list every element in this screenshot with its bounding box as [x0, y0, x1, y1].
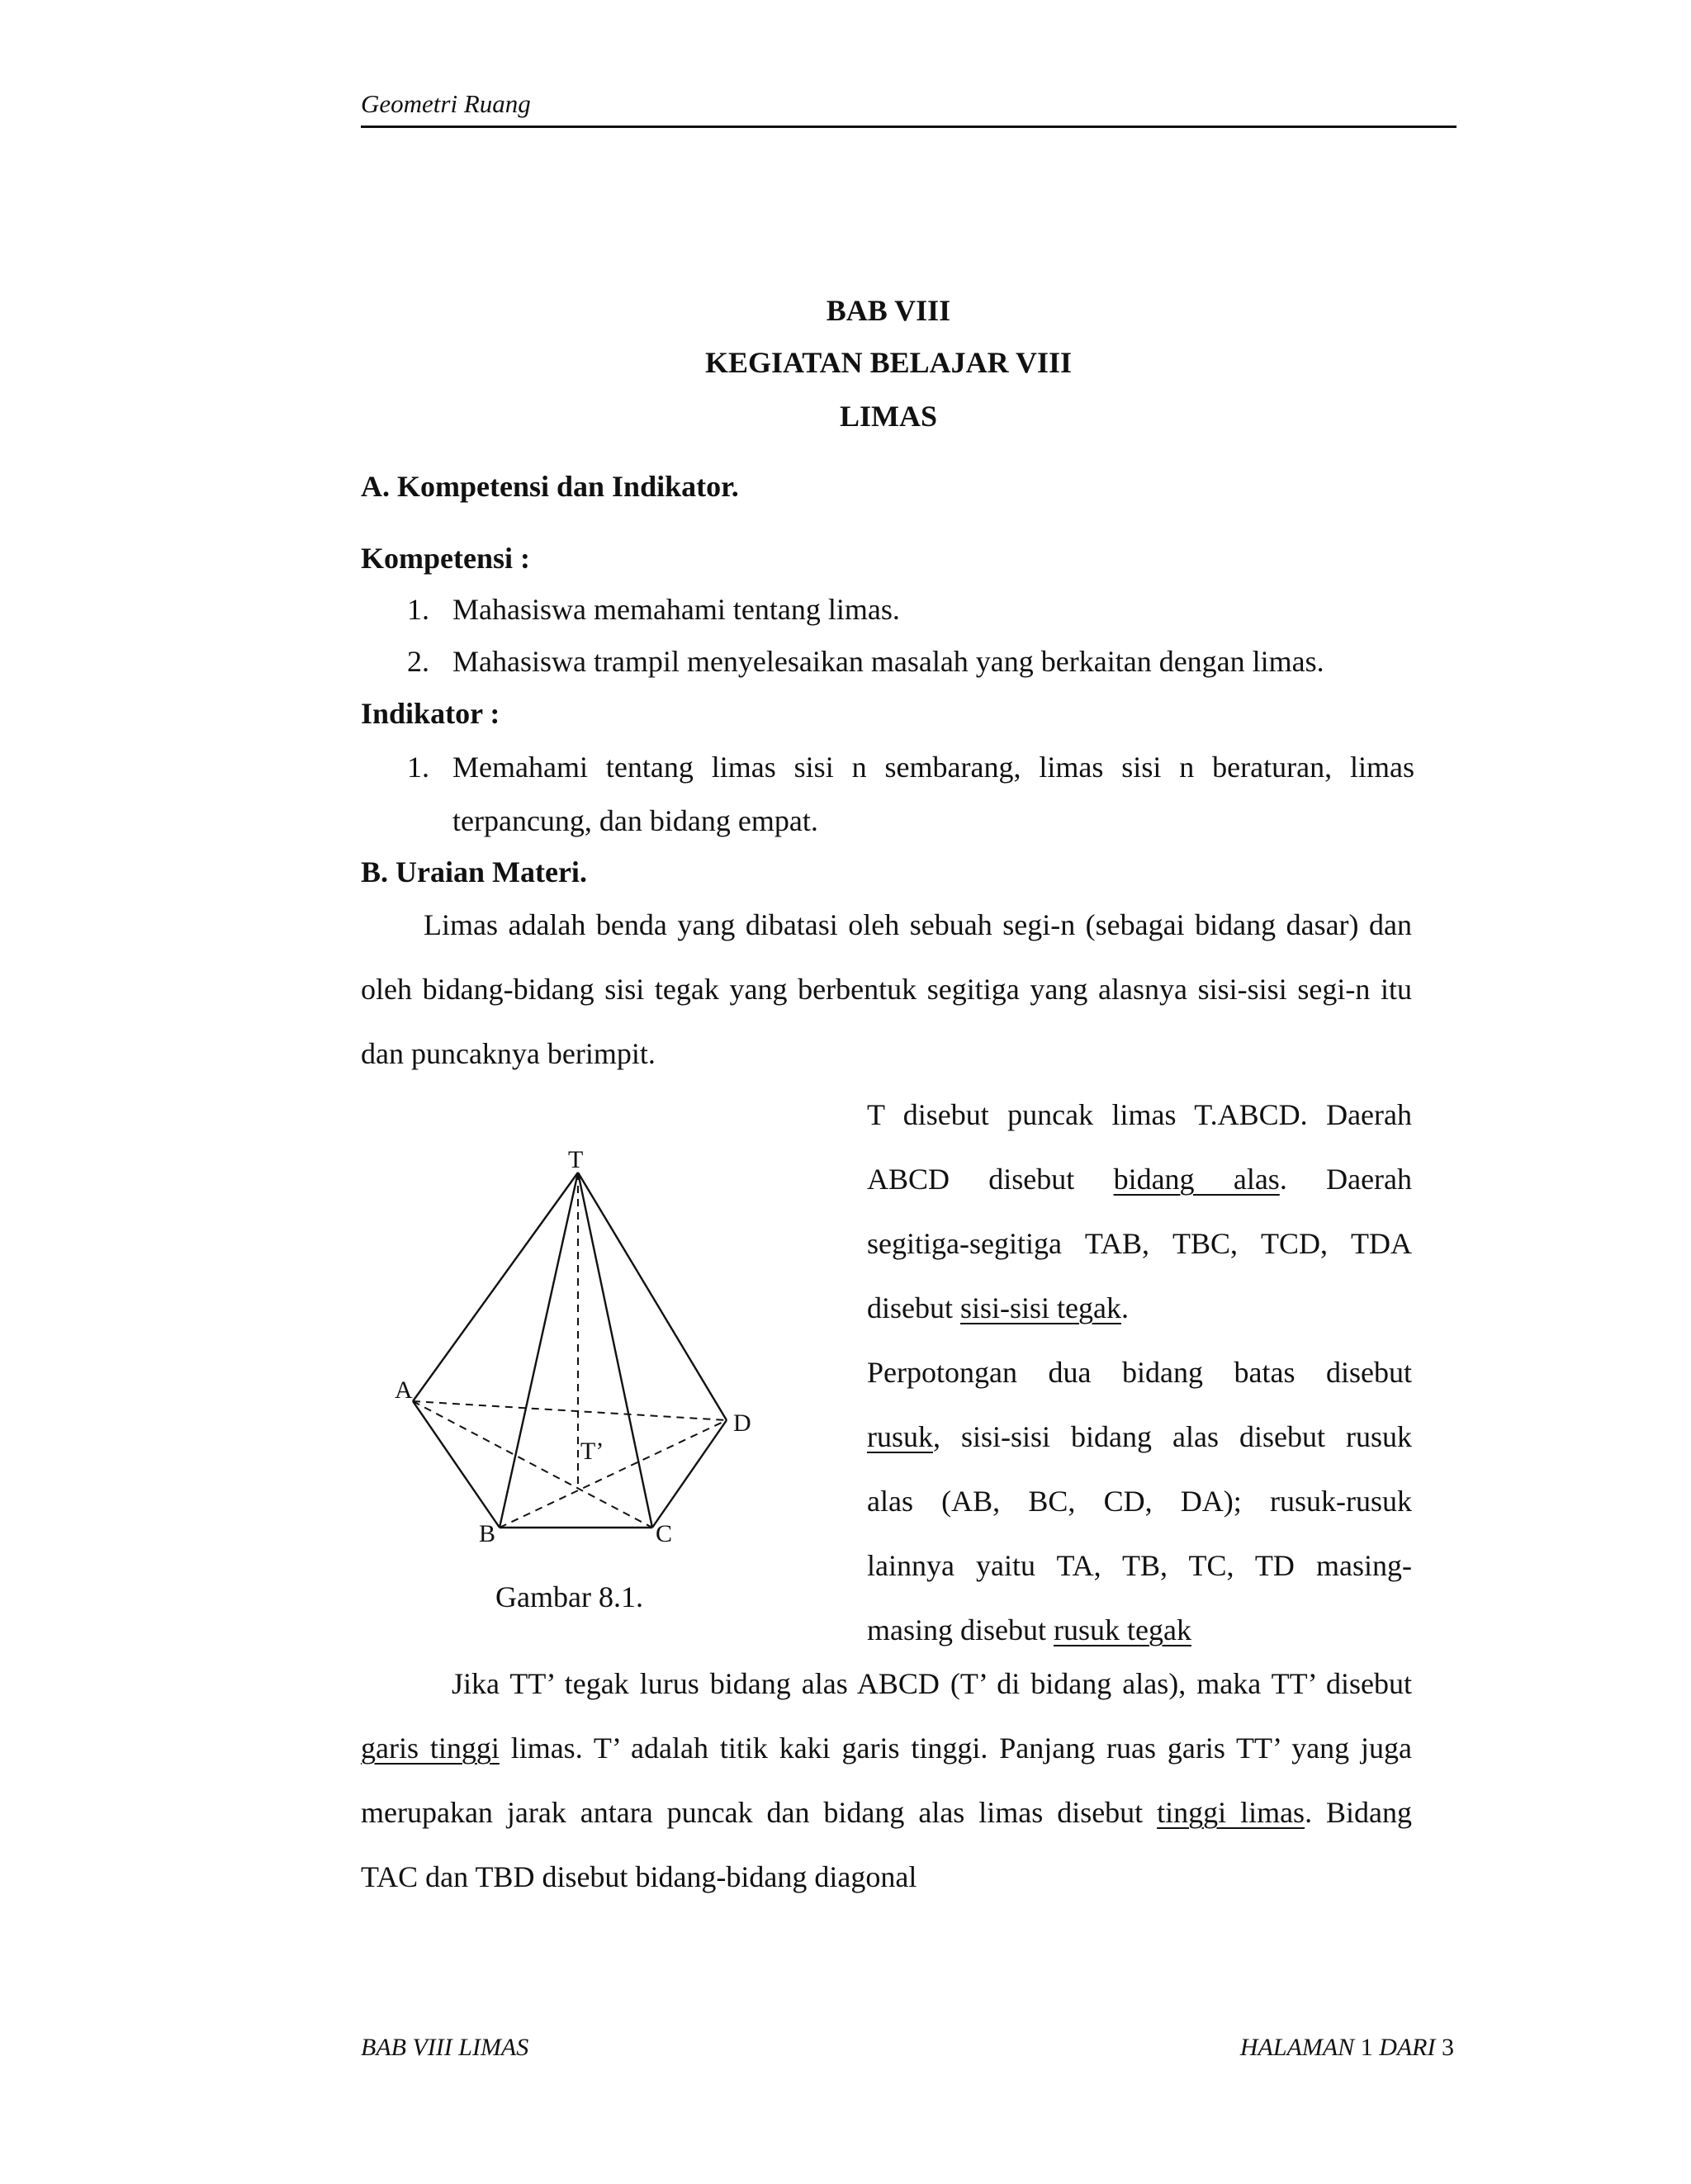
label-t: T [568, 1146, 584, 1173]
page-total: 3 [1442, 2034, 1454, 2061]
label-d: D [733, 1409, 751, 1437]
list-number: 1. [407, 751, 429, 784]
rc-line-3: segitiga-segitiga TAB, TBC, TCD, TDA [867, 1227, 1412, 1260]
intro-line-3: dan puncaknya berimpit. [361, 1037, 656, 1070]
intro-paragraph [361, 893, 1412, 1086]
diagonal-ac [413, 1401, 652, 1528]
list-text: Mahasiswa memahami tentang limas. [452, 593, 900, 626]
running-header: Geometri Ruang [361, 89, 531, 118]
edge-td [578, 1173, 727, 1420]
list-text-line2: terpancung, dan bidang empat. [452, 804, 818, 837]
list-text: Mahasiswa trampil menyelesaikan masalah yang berkaitan dengan limas. [452, 645, 1324, 678]
indikator-item [407, 750, 1414, 841]
closing-line-3: merupakan jarak antara puncak dan bidang alas limas disebut tinggi limas. Bidang [361, 1796, 1413, 1829]
rc-line-7: alas (AB, BC, CD, DA); rusuk-rusuk [867, 1485, 1412, 1518]
rc-line-5: Perpotongan dua bidang batas disebut [867, 1356, 1412, 1389]
kompetensi-item [407, 592, 1480, 628]
label-c: C [656, 1520, 673, 1547]
edge-cd [652, 1420, 727, 1528]
edge-ad-hidden [413, 1401, 727, 1420]
intro-line-2: oleh bidang-bidang sisi tegak yang berbentuk segitiga yang alasnya sisi-sisi segi-n itu [361, 973, 1412, 1006]
right-column-text [867, 1083, 1412, 1662]
rc-line-6: rusuk, sisi-sisi bidang alas disebut rusuk [867, 1420, 1412, 1453]
list-number: 2. [407, 645, 429, 678]
closing-line-1: Jika TT’ tegak lurus bidang alas ABCD (T’ di bidang alas), maka TT’ disebut [452, 1667, 1412, 1700]
rc-line-4: disebut sisi-sisi tegak. [867, 1291, 1129, 1324]
header-rule [361, 126, 1457, 128]
rc-line-1: T disebut puncak limas T.ABCD. Daerah [867, 1098, 1412, 1131]
label-t-prime: T’ [580, 1438, 604, 1465]
topic-title: LIMAS [839, 400, 938, 433]
list-number: 1. [407, 593, 429, 626]
kompetensi-item [407, 644, 1480, 680]
label-a: A [395, 1376, 413, 1404]
kompetensi-label: Kompetensi : [361, 542, 530, 575]
rc-line-9: masing disebut rusuk tegak [867, 1613, 1191, 1646]
list-text-line1: Memahami tentang limas sisi n sembarang, limas sisi n beraturan, limas [452, 751, 1414, 784]
footer-page-info: HALAMAN 1 DARI 3 [1239, 2034, 1454, 2061]
footer-chapter: BAB VIII LIMAS [361, 2034, 529, 2061]
closing-line-4: TAC dan TBD disebut bidang-bidang diagonal [361, 1860, 917, 1893]
edge-ab [413, 1401, 500, 1528]
intro-line-1: Limas adalah benda yang dibatasi oleh sebuah segi-n (sebagai bidang dasar) dan [424, 908, 1412, 941]
activity-title: KEGIATAN BELAJAR VIII [704, 346, 1073, 379]
closing-line-2: garis tinggi limas. T’ adalah titik kaki garis tinggi. Panjang ruas garis TT’ yang juga [361, 1732, 1413, 1765]
section-a-heading: A. Kompetensi dan Indikator. [361, 470, 739, 503]
label-b: B [479, 1520, 496, 1547]
section-b-heading: B. Uraian Materi. [361, 855, 587, 888]
pyramid-figure [380, 1139, 776, 1552]
indikator-label: Indikator : [361, 697, 500, 730]
chapter-number: BAB VIII [826, 294, 951, 327]
edge-tc [578, 1173, 652, 1528]
rc-line-8: lainnya yaitu TA, TB, TC, TD masing- [867, 1549, 1412, 1582]
rc-line-2: ABCD disebut bidang alas. Daerah [867, 1163, 1413, 1196]
diagonal-bd [500, 1420, 727, 1528]
figure-caption: Gambar 8.1. [495, 1580, 643, 1613]
closing-paragraph [361, 1651, 1412, 1909]
page-number: 1 [1360, 2034, 1373, 2061]
